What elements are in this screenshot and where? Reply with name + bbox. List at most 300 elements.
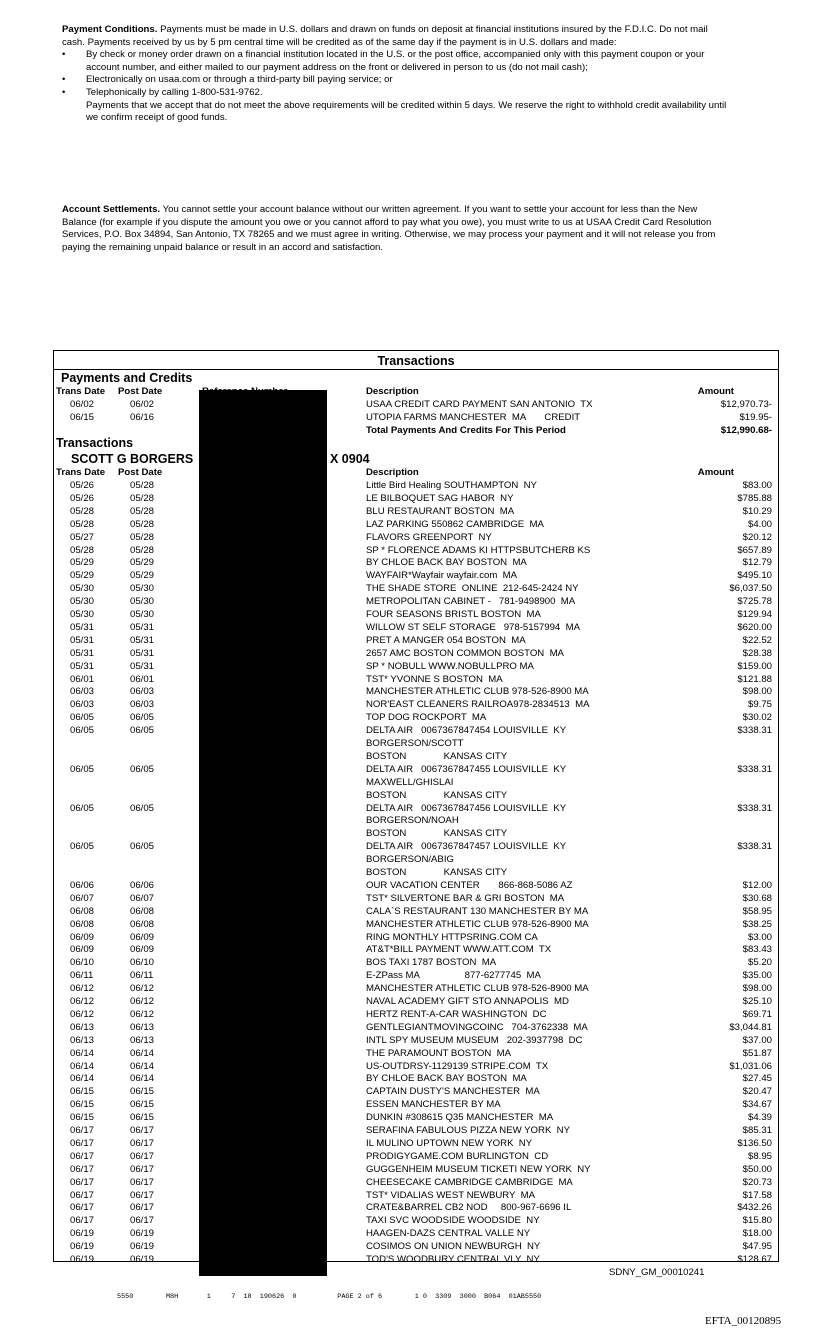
trans-date-cell: 05/30 bbox=[70, 583, 95, 595]
description-cell: UTOPIA FARMS MANCHESTER MA CREDIT bbox=[366, 412, 581, 423]
table-row bbox=[54, 750, 778, 763]
table-row bbox=[54, 1137, 778, 1150]
trans-date-cell: 05/28 bbox=[70, 544, 95, 556]
table-row bbox=[54, 879, 778, 892]
trans-date-cell: 06/07 bbox=[70, 892, 95, 904]
description-cell: GUGGENHEIM MUSEUM TICKETI NEW YORK NY bbox=[366, 1163, 591, 1175]
col-description: Description bbox=[366, 467, 419, 478]
payment-bullet-line: Telephonically by calling 1-800-531-9762. bbox=[86, 86, 263, 98]
table-row bbox=[54, 1021, 778, 1034]
amount-cell: $785.88 bbox=[737, 492, 772, 504]
trans-date-cell: 06/15 bbox=[70, 1086, 95, 1098]
table-row bbox=[54, 814, 778, 827]
trans-date-cell: 06/02 bbox=[70, 399, 95, 410]
amount-cell: $10.29 bbox=[742, 505, 772, 517]
post-date-cell: 05/31 bbox=[130, 647, 155, 659]
post-date-cell: 06/17 bbox=[130, 1163, 155, 1175]
table-row bbox=[54, 479, 778, 492]
table-row bbox=[54, 621, 778, 634]
table-row bbox=[54, 724, 778, 737]
trans-date-cell: 06/14 bbox=[70, 1060, 95, 1072]
description-cell: TOP DOG ROCKPORT MA bbox=[366, 712, 487, 724]
post-date-cell: 06/12 bbox=[130, 1008, 155, 1020]
table-row bbox=[54, 518, 778, 531]
trans-date-cell: 06/13 bbox=[70, 1021, 95, 1033]
description-cell: TST* YVONNE S BOSTON MA bbox=[366, 673, 503, 685]
post-date-cell: 05/28 bbox=[130, 544, 155, 556]
description-cell: THE SHADE STORE ONLINE 212-645-2424 NY bbox=[366, 583, 579, 595]
description-cell: COSIMOS ON UNION NEWBURGH NY bbox=[366, 1241, 541, 1253]
transactions-box bbox=[53, 350, 779, 1265]
description-cell: GENTLEGIANTMOVINGCOINC 704-3762338 MA bbox=[366, 1021, 588, 1033]
description-cell: MAXWELL/GHISLAI bbox=[366, 776, 454, 788]
post-date-cell: 06/05 bbox=[130, 712, 155, 724]
description-cell: DELTA AIR 0067367847457 LOUISVILLE KY bbox=[366, 841, 567, 853]
card-last-digits: X 0904 bbox=[330, 452, 370, 466]
account-settlements-line: Balance (for example if you dispute the amount you owe or you cannot afford to pay what you owe), you must write to us at USAA Credit Card Resolution bbox=[62, 216, 712, 228]
post-date-cell: 05/29 bbox=[130, 570, 155, 582]
table-row bbox=[54, 1111, 778, 1124]
redaction-block bbox=[199, 390, 327, 1276]
post-date-cell: 06/01 bbox=[130, 673, 155, 685]
amount-cell: $136.50 bbox=[737, 1137, 772, 1149]
trans-date-cell: 06/17 bbox=[70, 1150, 95, 1162]
description-cell: OUR VACATION CENTER 866-868-5086 AZ bbox=[366, 879, 573, 891]
description-cell: MANCHESTER ATHLETIC CLUB 978-526-8900 MA bbox=[366, 686, 589, 698]
table-row bbox=[54, 492, 778, 505]
table-row bbox=[54, 698, 778, 711]
table-row bbox=[54, 956, 778, 969]
amount-cell: $69.71 bbox=[742, 1008, 772, 1020]
amount-cell: $25.10 bbox=[742, 996, 772, 1007]
trans-date-cell: 06/05 bbox=[70, 712, 95, 724]
payment-conditions-heading: Payment Conditions. bbox=[62, 24, 158, 35]
bullet-dot: • bbox=[62, 86, 66, 98]
trans-date-cell: 06/12 bbox=[70, 983, 95, 995]
bullet-dot: • bbox=[62, 74, 66, 86]
trans-date-cell: 05/30 bbox=[70, 596, 95, 608]
post-date-cell: 05/28 bbox=[130, 480, 155, 491]
trans-date-cell: 05/31 bbox=[70, 621, 95, 633]
table-row bbox=[54, 685, 778, 698]
post-date-cell: 05/30 bbox=[130, 596, 155, 608]
trans-date-cell: 06/08 bbox=[70, 918, 95, 930]
table-row bbox=[54, 1227, 778, 1240]
amount-cell: $98.00 bbox=[742, 983, 772, 995]
post-date-cell: 06/05 bbox=[130, 763, 155, 775]
amount-cell: $338.31 bbox=[737, 763, 772, 775]
trans-date-cell: 06/10 bbox=[70, 957, 95, 969]
description-cell: SP * FLORENCE ADAMS KI HTTPSBUTCHERB KS bbox=[366, 544, 591, 556]
amount-cell: $37.00 bbox=[742, 1034, 772, 1046]
trans-date-cell: 06/08 bbox=[70, 905, 95, 917]
post-date-cell: 05/28 bbox=[130, 518, 155, 530]
trans-date-cell: 05/31 bbox=[70, 647, 95, 659]
post-date-cell: 06/17 bbox=[130, 1202, 155, 1214]
amount-cell: $12,970.73- bbox=[720, 399, 772, 410]
trans-date-cell: 05/28 bbox=[70, 505, 95, 517]
print-control-line: 5550 M8H 1 7 18 190626 0 PAGE 2 of 6 1 0 3309 3000 B064 01AB5550 bbox=[117, 1293, 542, 1301]
amount-cell: $38.25 bbox=[742, 918, 772, 930]
amount-cell: $129.94 bbox=[737, 609, 772, 620]
post-date-cell: 05/31 bbox=[130, 660, 155, 672]
description-cell: DUNKIN #308615 Q35 MANCHESTER MA bbox=[366, 1112, 554, 1124]
description-cell: HAAGEN-DAZS CENTRAL VALLE NY bbox=[366, 1228, 531, 1240]
payment-conditions-line: Payments must be made in U.S. dollars and drawn on funds on deposit at financial institutions insured by the F.D.I.C. Do not mail bbox=[157, 24, 708, 35]
description-cell: NAVAL ACADEMY GIFT STO ANNAPOLIS MD bbox=[366, 996, 569, 1007]
table-row bbox=[54, 398, 778, 411]
trans-date-cell: 06/19 bbox=[70, 1241, 95, 1253]
payment-bullet bbox=[62, 49, 762, 74]
payment-bullet-line: account number, and either mailed to our payment address on the front or delivered in person to us (do not mail cash); bbox=[86, 61, 588, 73]
table-row bbox=[54, 737, 778, 750]
description-cell: BOS TAXI 1787 BOSTON MA bbox=[366, 957, 497, 969]
table-row bbox=[54, 1008, 778, 1021]
table-row bbox=[54, 995, 778, 1008]
amount-cell: $20.73 bbox=[742, 1176, 772, 1188]
description-cell: WILLOW ST SELF STORAGE 978-5157994 MA bbox=[366, 621, 580, 633]
account-settlements-line: You cannot settle your account balance without our written agreement. If you want to settle your account for less than the New bbox=[160, 204, 698, 215]
post-date-cell: 05/28 bbox=[130, 505, 155, 517]
trans-date-cell: 06/05 bbox=[70, 725, 95, 737]
amount-cell: $657.89 bbox=[737, 544, 772, 556]
post-date-cell: 06/19 bbox=[130, 1228, 155, 1240]
description-cell: MANCHESTER ATHLETIC CLUB 978-526-8900 MA bbox=[366, 983, 589, 995]
trans-date-cell: 06/17 bbox=[70, 1202, 95, 1214]
description-cell: LAZ PARKING 550862 CAMBRIDGE MA bbox=[366, 518, 544, 530]
trans-date-cell: 06/01 bbox=[70, 673, 95, 685]
post-date-cell: 06/17 bbox=[130, 1125, 155, 1136]
trans-date-cell: 06/17 bbox=[70, 1215, 95, 1227]
table-row bbox=[54, 1085, 778, 1098]
table-row bbox=[54, 982, 778, 995]
amount-cell: $83.00 bbox=[742, 480, 772, 491]
account-settlements-line: paying the remaining unpaid balance or result in an accord and satisfaction. bbox=[62, 241, 384, 253]
col-trans-date: Trans Date bbox=[56, 467, 106, 478]
description-cell: SERAFINA FABULOUS PIZZA NEW YORK NY bbox=[366, 1125, 571, 1136]
description-cell: SP * NOBULL WWW.NOBULLPRO MA bbox=[366, 660, 534, 672]
description-cell: THE PARAMOUNT BOSTON MA bbox=[366, 1047, 511, 1059]
table-row bbox=[54, 1150, 778, 1163]
table-row bbox=[54, 763, 778, 776]
amount-cell: $338.31 bbox=[737, 802, 772, 814]
description-cell: USAA CREDIT CARD PAYMENT SAN ANTONIO TX bbox=[366, 399, 593, 410]
post-date-cell: 06/05 bbox=[130, 802, 155, 814]
amount-cell: $121.88 bbox=[737, 673, 772, 685]
amount-cell: $159.00 bbox=[737, 660, 772, 672]
col-post-date: Post Date bbox=[118, 467, 163, 478]
payment-bullet bbox=[62, 87, 762, 100]
description-cell: CHEESECAKE CAMBRIDGE CAMBRIDGE MA bbox=[366, 1176, 573, 1188]
amount-cell: $51.87 bbox=[742, 1047, 772, 1059]
post-date-cell: 06/08 bbox=[130, 918, 155, 930]
amount-cell: $3.00 bbox=[747, 931, 772, 943]
trans-date-cell: 05/26 bbox=[70, 492, 95, 504]
post-date-cell: 06/09 bbox=[130, 944, 155, 956]
trans-date-cell: 06/15 bbox=[70, 1112, 95, 1124]
description-cell: INTL SPY MUSEUM MUSEUM 202-3937798 DC bbox=[366, 1034, 583, 1046]
description-cell: BOSTON KANSAS CITY bbox=[366, 789, 508, 801]
description-cell: BLU RESTAURANT BOSTON MA bbox=[366, 505, 515, 517]
table-row bbox=[54, 595, 778, 608]
trans-date-cell: 06/19 bbox=[70, 1254, 95, 1265]
amount-cell: $50.00 bbox=[742, 1163, 772, 1175]
description-cell: BY CHLOE BACK BAY BOSTON MA bbox=[366, 1073, 527, 1085]
trans-date-cell: 06/17 bbox=[70, 1137, 95, 1149]
post-date-cell: 06/03 bbox=[130, 699, 155, 711]
amount-cell: $19.95- bbox=[739, 412, 772, 423]
amount-cell: $15.80 bbox=[742, 1215, 772, 1227]
trans-date-cell: 06/06 bbox=[70, 879, 95, 891]
amount-cell: $12.00 bbox=[742, 879, 772, 891]
table-row bbox=[54, 789, 778, 802]
amount-cell: $338.31 bbox=[737, 725, 772, 737]
table-row bbox=[54, 918, 778, 931]
col-trans-date: Trans Date bbox=[56, 386, 106, 397]
table-row bbox=[54, 1189, 778, 1202]
amount-cell: $4.39 bbox=[747, 1112, 772, 1124]
trans-date-cell: 06/05 bbox=[70, 841, 95, 853]
payments-total-label: Total Payments And Credits For This Period bbox=[366, 425, 566, 436]
table-row bbox=[54, 969, 778, 982]
post-date-cell: 06/14 bbox=[130, 1060, 155, 1072]
post-date-cell: 06/17 bbox=[130, 1137, 155, 1149]
trans-date-cell: 06/15 bbox=[70, 1099, 95, 1111]
amount-cell: $432.26 bbox=[737, 1202, 772, 1214]
description-cell: DELTA AIR 0067367847456 LOUISVILLE KY bbox=[366, 802, 567, 814]
table-row bbox=[54, 1253, 778, 1266]
table-row bbox=[54, 1034, 778, 1047]
table-row bbox=[54, 1098, 778, 1111]
description-cell: HERTZ RENT-A-CAR WASHINGTON DC bbox=[366, 1008, 547, 1020]
post-date-cell: 06/17 bbox=[130, 1215, 155, 1227]
post-date-cell: 06/08 bbox=[130, 905, 155, 917]
trans-date-cell: 05/31 bbox=[70, 634, 95, 646]
post-date-cell: 05/30 bbox=[130, 609, 155, 620]
amount-cell: $4.00 bbox=[747, 518, 772, 530]
table-row bbox=[54, 1060, 778, 1073]
trans-date-cell: 06/17 bbox=[70, 1125, 95, 1136]
post-date-cell: 06/15 bbox=[130, 1086, 155, 1098]
post-date-cell: 06/17 bbox=[130, 1150, 155, 1162]
amount-cell: $30.68 bbox=[742, 892, 772, 904]
table-row bbox=[54, 892, 778, 905]
amount-cell: $8.95 bbox=[747, 1150, 772, 1162]
efta-number: EFTA_00120895 bbox=[705, 1315, 782, 1327]
amount-cell: $5.20 bbox=[747, 957, 772, 969]
trans-date-cell: 05/29 bbox=[70, 557, 95, 569]
amount-cell: $1,031.06 bbox=[729, 1060, 772, 1072]
table-row bbox=[54, 634, 778, 647]
post-date-cell: 06/05 bbox=[130, 725, 155, 737]
amount-cell: $22.52 bbox=[742, 634, 772, 646]
table-row bbox=[54, 608, 778, 621]
amount-cell: $9.75 bbox=[747, 699, 772, 711]
amount-cell: $128.67 bbox=[737, 1254, 772, 1265]
post-date-cell: 06/12 bbox=[130, 996, 155, 1007]
description-cell: 2657 AMC BOSTON COMMON BOSTON MA bbox=[366, 647, 564, 659]
table-row bbox=[54, 776, 778, 789]
payment-conditions-line: cash. Payments received by us by 5 pm central time will be credited as of the same day if the payment is in U.S. dollars and made: bbox=[62, 36, 617, 48]
trans-date-cell: 06/12 bbox=[70, 1008, 95, 1020]
account-settlements-line: Services, P.O. Box 34894, San Antonio, TX 78265 and we must agree in writing. Otherwise, we may process your payment and it will not release you from bbox=[62, 229, 716, 241]
description-cell: BORGERSON/ABIG bbox=[366, 854, 454, 866]
post-date-cell: 06/14 bbox=[130, 1073, 155, 1085]
post-date-cell: 05/28 bbox=[130, 492, 155, 504]
trans-date-cell: 05/31 bbox=[70, 660, 95, 672]
amount-cell: $58.95 bbox=[742, 905, 772, 917]
table-row bbox=[54, 827, 778, 840]
table-row bbox=[54, 505, 778, 518]
amount-cell: $725.78 bbox=[737, 596, 772, 608]
account-settlements-section bbox=[62, 204, 762, 254]
description-cell: US-OUTDRSY-1129139 STRIPE.COM TX bbox=[366, 1060, 549, 1072]
col-amount: Amount bbox=[697, 386, 734, 397]
description-cell: NOR'EAST CLEANERS RAILROA978-2834513 MA bbox=[366, 699, 590, 711]
amount-cell: $620.00 bbox=[737, 621, 772, 633]
amount-cell: $28.38 bbox=[742, 647, 772, 659]
table-row bbox=[54, 1072, 778, 1085]
table-row bbox=[54, 1240, 778, 1253]
description-cell: ESSEN MANCHESTER BY MA bbox=[366, 1099, 501, 1111]
bates-number: SDNY_GM_00010241 bbox=[609, 1267, 705, 1278]
description-cell: LE BILBOQUET SAG HABOR NY bbox=[366, 492, 514, 504]
trans-date-cell: 06/09 bbox=[70, 931, 95, 943]
post-date-cell: 05/31 bbox=[130, 634, 155, 646]
table-row bbox=[54, 544, 778, 557]
description-cell: CAPTAIN DUSTY'S MANCHESTER MA bbox=[366, 1086, 540, 1098]
trans-date-cell: 05/29 bbox=[70, 570, 95, 582]
trans-date-cell: 06/03 bbox=[70, 686, 95, 698]
post-date-cell: 06/19 bbox=[130, 1241, 155, 1253]
description-cell: BOSTON KANSAS CITY bbox=[366, 867, 508, 878]
title-divider bbox=[54, 369, 778, 370]
post-date-cell: 06/17 bbox=[130, 1189, 155, 1201]
trans-date-cell: 06/14 bbox=[70, 1047, 95, 1059]
post-date-cell: 06/13 bbox=[130, 1021, 155, 1033]
amount-cell: $27.45 bbox=[742, 1073, 772, 1085]
amount-cell: $30.02 bbox=[742, 712, 772, 724]
post-date-cell: 06/03 bbox=[130, 686, 155, 698]
table-row bbox=[54, 673, 778, 686]
col-post-date: Post Date bbox=[118, 386, 163, 397]
table-row bbox=[54, 866, 778, 879]
trans-date-cell: 06/09 bbox=[70, 944, 95, 956]
description-cell: MANCHESTER ATHLETIC CLUB 978-526-8900 MA bbox=[366, 918, 589, 930]
table-row bbox=[54, 411, 778, 424]
description-cell: FLAVORS GREENPORT NY bbox=[366, 531, 492, 543]
payment-bullet-line: By check or money order drawn on a financial institution located in the U.S. or the post office, accompanied only with this payment coupon or your bbox=[86, 49, 705, 61]
cardholder-name: SCOTT G BORGERS bbox=[71, 452, 194, 466]
description-cell: METROPOLITAN CABINET - 781-9498900 MA bbox=[366, 596, 576, 608]
table-row bbox=[54, 531, 778, 544]
table-row bbox=[54, 1201, 778, 1214]
table-row bbox=[54, 943, 778, 956]
amount-cell: $35.00 bbox=[742, 970, 772, 982]
trans-date-cell: 05/27 bbox=[70, 531, 95, 543]
bullet-dot: • bbox=[62, 49, 66, 61]
description-cell: E-ZPass MA 877-6277745 MA bbox=[366, 970, 541, 982]
col-description: Description bbox=[366, 386, 419, 397]
description-cell: RING MONTHLY HTTPSRING.COM CA bbox=[366, 931, 538, 943]
post-date-cell: 06/11 bbox=[130, 970, 154, 982]
trans-date-cell: 06/03 bbox=[70, 699, 95, 711]
table-row bbox=[54, 840, 778, 853]
account-settlements-heading: Account Settlements. bbox=[62, 204, 161, 215]
amount-cell: $17.58 bbox=[742, 1189, 772, 1201]
description-cell: TST* VIDALIAS WEST NEWBURY MA bbox=[366, 1189, 535, 1201]
post-date-cell: 05/28 bbox=[130, 531, 155, 543]
description-cell: BY CHLOE BACK BAY BOSTON MA bbox=[366, 557, 527, 569]
description-cell: BORGERSON/NOAH bbox=[366, 815, 459, 827]
trans-date-cell: 06/12 bbox=[70, 996, 95, 1007]
description-cell: BOSTON KANSAS CITY bbox=[366, 828, 508, 840]
description-cell: PRODIGYGAME.COM BURLINGTON CD bbox=[366, 1150, 549, 1162]
description-cell: WAYFAIR*Wayfair wayfair.com MA bbox=[366, 570, 518, 582]
description-cell: PRET A MANGER 054 BOSTON MA bbox=[366, 634, 526, 646]
description-cell: TOD'S WOODBURY CENTRAL VLY NY bbox=[366, 1254, 540, 1265]
amount-cell: $98.00 bbox=[742, 686, 772, 698]
description-cell: BORGERSON/SCOTT bbox=[366, 738, 464, 749]
amount-cell: $85.31 bbox=[742, 1125, 772, 1136]
trans-date-cell: 06/13 bbox=[70, 1034, 95, 1046]
payment-conditions-section bbox=[62, 24, 762, 125]
payment-bullet bbox=[62, 74, 762, 87]
trans-date-cell: 06/19 bbox=[70, 1228, 95, 1240]
amount-cell: $20.47 bbox=[742, 1086, 772, 1098]
trans-date-cell: 06/17 bbox=[70, 1163, 95, 1175]
post-date-cell: 05/29 bbox=[130, 557, 155, 569]
trans-date-cell: 05/26 bbox=[70, 480, 95, 491]
table-row bbox=[54, 1214, 778, 1227]
table-row bbox=[54, 853, 778, 866]
table-row bbox=[54, 931, 778, 944]
trans-date-cell: 05/30 bbox=[70, 609, 95, 620]
post-date-cell: 06/13 bbox=[130, 1034, 155, 1046]
table-row bbox=[54, 569, 778, 582]
description-cell: CRATE&BARREL CB2 NOD 800-967-6696 IL bbox=[366, 1202, 572, 1214]
payment-bullet-line: Electronically on usaa.com or through a third-party bill paying service; or bbox=[86, 74, 393, 86]
transactions-box-title: Transactions bbox=[377, 354, 455, 368]
amount-cell: $12.79 bbox=[742, 557, 772, 569]
trans-date-cell: 06/05 bbox=[70, 763, 95, 775]
description-cell: CALA`S RESTAURANT 130 MANCHESTER BY MA bbox=[366, 905, 589, 917]
amount-cell: $3,044.81 bbox=[729, 1021, 772, 1033]
post-date-cell: 06/15 bbox=[130, 1099, 155, 1111]
trans-date-cell: 06/17 bbox=[70, 1176, 95, 1188]
payments-total-amount: $12,990.68- bbox=[720, 425, 772, 436]
table-row bbox=[54, 1176, 778, 1189]
post-date-cell: 06/12 bbox=[130, 983, 155, 995]
table-row bbox=[54, 647, 778, 660]
post-date-cell: 05/30 bbox=[130, 583, 155, 595]
post-date-cell: 06/19 bbox=[130, 1254, 155, 1265]
trans-date-cell: 06/15 bbox=[70, 412, 95, 423]
table-row bbox=[54, 905, 778, 918]
table-row bbox=[54, 802, 778, 815]
trans-date-cell: 06/05 bbox=[70, 802, 95, 814]
post-date-cell: 06/09 bbox=[130, 931, 155, 943]
table-row bbox=[54, 660, 778, 673]
post-date-cell: 06/06 bbox=[130, 879, 155, 891]
post-date-cell: 06/10 bbox=[130, 957, 155, 969]
post-date-cell: 05/31 bbox=[130, 621, 155, 633]
amount-cell: $495.10 bbox=[737, 570, 772, 582]
post-date-cell: 06/17 bbox=[130, 1176, 155, 1188]
table-row bbox=[54, 711, 778, 724]
description-cell: BOSTON KANSAS CITY bbox=[366, 750, 508, 762]
payment-conditions-line: we confirm receipt of good funds. bbox=[86, 112, 228, 124]
